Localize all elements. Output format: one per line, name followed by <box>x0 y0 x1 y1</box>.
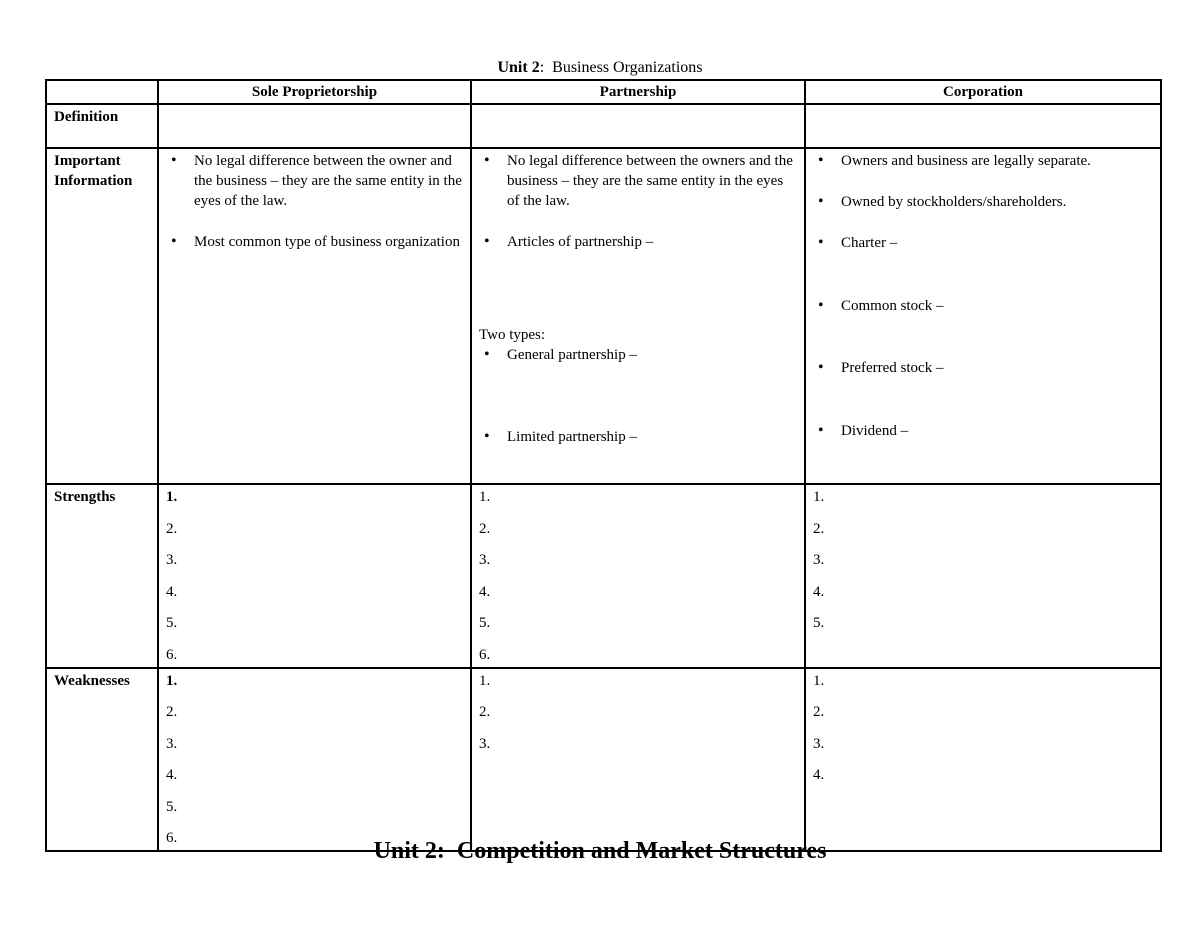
title-topic: Business Organizations <box>552 59 703 76</box>
definition-sole-cell <box>158 104 471 148</box>
list-item: • Preferred stock – <box>813 358 1153 378</box>
corporation-info-list <box>813 151 1153 441</box>
list-item: 3. <box>813 552 825 568</box>
sole-weaknesses-list <box>166 671 463 849</box>
list-item: • Most common type of business organization <box>166 232 463 252</box>
header-empty <box>46 80 158 104</box>
list-item: 5. <box>813 615 825 631</box>
partnership-weaknesses-list <box>479 671 797 766</box>
partnership-info-list <box>479 151 797 252</box>
sole-strengths-list <box>166 487 463 665</box>
list-item: 6. <box>166 830 178 846</box>
list-item: 3. <box>479 552 491 568</box>
list-item: 1. <box>166 672 178 689</box>
list-item: 4. <box>813 583 825 600</box>
list-item: • No legal difference between the owners and the business – they are the same entity in the eyes of the law. <box>479 151 797 211</box>
document-title <box>0 58 1200 78</box>
corporation-strengths-list <box>813 487 1153 645</box>
info-sole-cell <box>158 148 471 484</box>
important-information-row <box>46 148 1161 484</box>
list-item: 1. <box>479 489 491 505</box>
list-item: 2. <box>813 704 825 720</box>
list-item: 4. <box>166 583 178 600</box>
business-organizations-table <box>45 79 1162 852</box>
definition-label: Definition <box>46 104 158 148</box>
weaknesses-label: Weaknesses <box>46 668 158 852</box>
info-partnership-cell <box>471 148 805 484</box>
strengths-label: Strengths <box>46 484 158 668</box>
list-item: 1. <box>813 489 825 505</box>
list-item: • Owned by stockholders/shareholders. <box>813 192 1153 212</box>
list-item: • Articles of partnership – <box>479 232 797 252</box>
list-item: 6. <box>166 646 178 663</box>
corporation-weaknesses-list <box>813 671 1153 797</box>
list-item: • Limited partnership – <box>479 427 797 447</box>
list-item: • Common stock – <box>813 296 1153 316</box>
definition-corporation-cell <box>805 104 1161 148</box>
list-item: 3. <box>166 735 178 752</box>
weaknesses-corporation-cell <box>805 668 1161 852</box>
definition-row <box>46 104 1161 148</box>
list-item: • No legal difference between the owner and the business – they are the same entity in the eyes of the law. <box>166 151 463 211</box>
strengths-sole-cell <box>158 484 471 668</box>
list-item: 2. <box>813 520 825 537</box>
header-partnership: Partnership <box>471 80 805 104</box>
list-item: 4. <box>166 767 178 783</box>
list-item: 1. <box>166 489 178 505</box>
strengths-corporation-cell <box>805 484 1161 668</box>
list-item: 2. <box>479 704 491 720</box>
list-item: 5. <box>166 798 178 815</box>
title-unit: Unit 2 <box>497 59 540 76</box>
strengths-row <box>46 484 1161 668</box>
strengths-partnership-cell <box>471 484 805 668</box>
weaknesses-sole-cell <box>158 668 471 852</box>
info-label-line1: Important <box>54 153 121 169</box>
info-label-line2: Information <box>54 173 133 189</box>
list-item: 3. <box>166 552 178 568</box>
two-types-label: Two types: <box>479 327 546 343</box>
weaknesses-row <box>46 668 1161 852</box>
list-item: 5. <box>479 615 491 631</box>
list-item: 2. <box>166 520 178 537</box>
title-colon: : <box>539 59 545 76</box>
list-item: 4. <box>479 583 491 600</box>
list-item: • Dividend – <box>813 421 1153 441</box>
header-corporation: Corporation <box>805 80 1161 104</box>
footer-heading: Unit 2: Competition and Market Structures <box>373 838 827 864</box>
list-item: • General partnership – <box>479 345 797 365</box>
list-item: • Owners and business are legally separate. <box>813 151 1153 171</box>
weaknesses-partnership-cell <box>471 668 805 852</box>
list-item: 4. <box>813 767 825 783</box>
list-item: 1. <box>479 672 491 689</box>
list-item: 3. <box>479 735 491 752</box>
list-item: 6. <box>479 646 491 663</box>
important-information-label <box>46 148 158 484</box>
info-corporation-cell <box>805 148 1161 484</box>
list-item: 2. <box>479 520 491 537</box>
list-item: • Charter – <box>813 233 1153 253</box>
list-item: 1. <box>813 672 825 689</box>
header-row <box>46 80 1161 104</box>
list-item: 3. <box>813 735 825 752</box>
partnership-types-list <box>479 345 797 447</box>
sole-info-list <box>166 151 463 252</box>
header-sole-proprietorship: Sole Proprietorship <box>158 80 471 104</box>
partnership-strengths-list <box>479 487 797 665</box>
list-item: 2. <box>166 704 178 720</box>
definition-partnership-cell <box>471 104 805 148</box>
list-item: 5. <box>166 615 178 631</box>
